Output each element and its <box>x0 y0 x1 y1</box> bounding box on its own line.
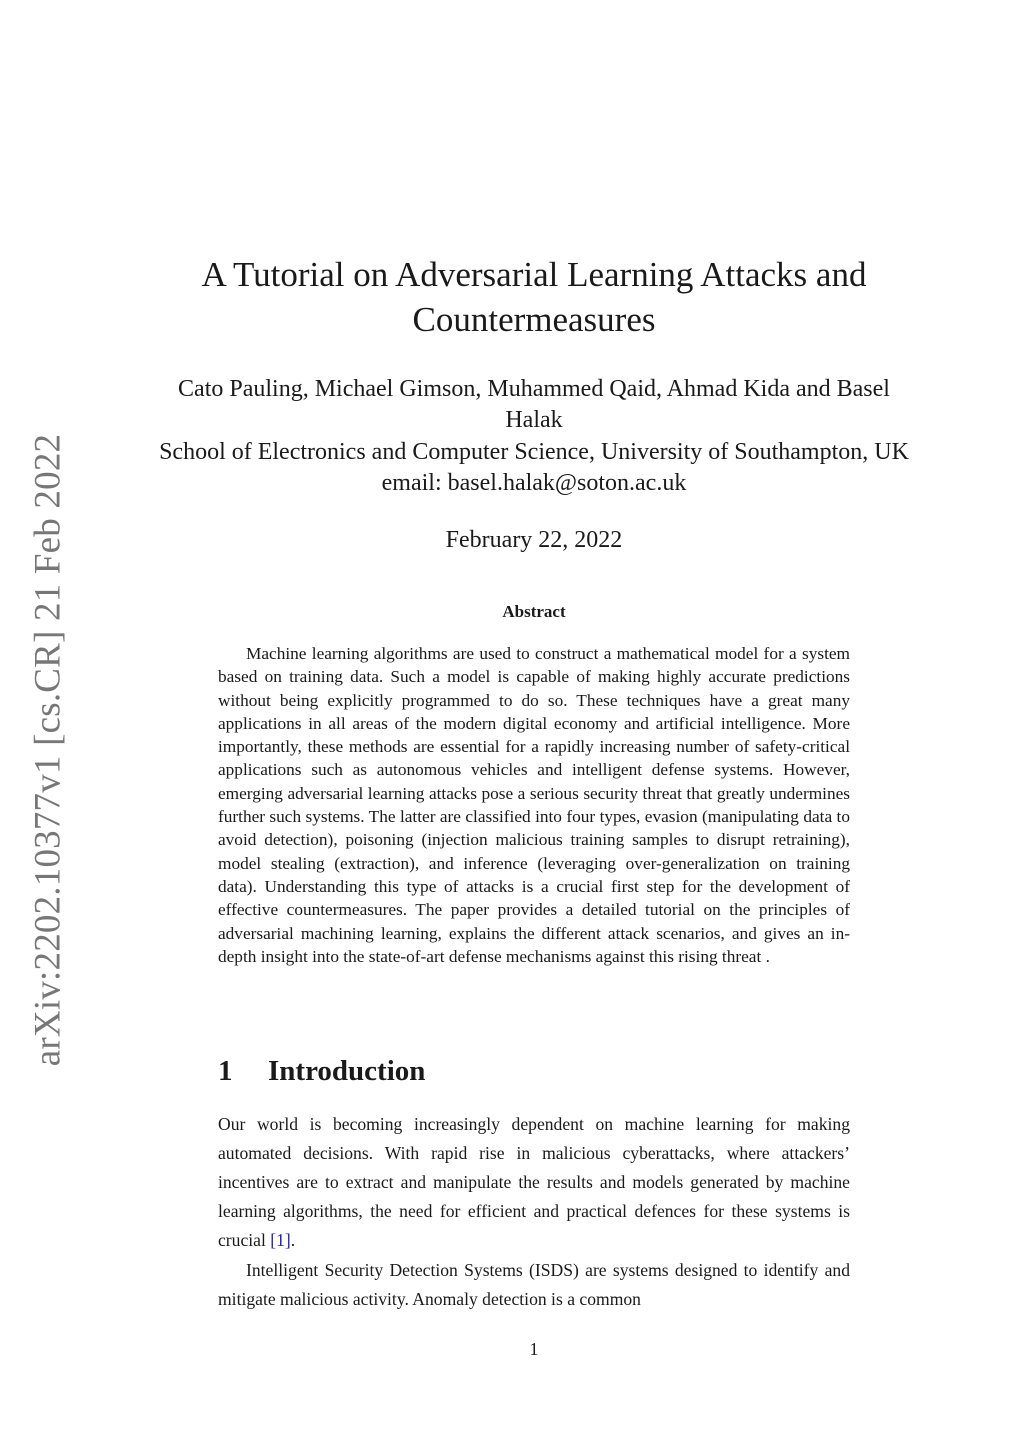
intro-paragraph-2: Intelligent Security Detection Systems (ISDS) are systems designed to identify and mitigate malicious activity. Anomaly detection is a common <box>218 1260 850 1309</box>
author-list: Cato Pauling, Michael Gimson, Muhammed Qaid, Ahmad Kida and Basel Halak <box>178 376 890 433</box>
citation-link[interactable]: [1] <box>270 1230 291 1250</box>
page-number: 1 <box>529 1339 539 1359</box>
intro-paragraph-text: Our world is becoming increasingly dependent on machine learning for making automated decisions. With rapid rise in malicious cyberattacks, where attackers’ incentives are to extract and manipulate the results and models generated by machine learning algorithms, the need for efficient and practical defences for these systems is crucial <box>218 1114 850 1250</box>
abstract-heading: Abstract <box>502 602 566 621</box>
paper-title: A Tutorial on Adversarial Learning Attacks and Countermeasures <box>201 255 867 339</box>
intro-paragraph <box>218 1110 850 1255</box>
section-title: Introduction <box>268 1055 426 1087</box>
affiliation-block <box>150 437 918 499</box>
abstract-text: Machine learning algorithms are used to construct a mathematical model for a system based on training data. Such a model is capable of making highly accurate predictions without being explicitly programmed to do so. These techniques have a great many applications in all areas of the modern digital economy and artificial intelligence. More importantly, these methods are essential for a rapidly increasing number of safety-critical applications such as autonomous vehicles and intelligent defense systems. However, emerging adversarial learning attacks pose a serious security threat that greatly undermines further such systems. The latter are classified into four types, evasion (manipulating data to avoid detection), poisoning (injection malicious training samples to disrupt retraining), model stealing (extraction), and inference (leveraging over-generalization on training data). Understanding this type of attacks is a crucial first step for the development of effective countermeasures. The paper provides a detailed tutorial on the principles of adversarial machining learning, explains the different attack scenarios, and gives an in-depth insight into the state-of-art defense mechanisms against this rising threat . <box>218 644 850 966</box>
affiliation: School of Electronics and Computer Science, University of Southampton, UK <box>159 439 909 465</box>
intro-paragraph-end: . <box>290 1230 296 1250</box>
contact-email[interactable]: email: basel.halak@soton.ac.uk <box>381 470 687 496</box>
arxiv-identifier: arXiv:2202.10377v1 [cs.CR] 21 Feb 2022 <box>27 433 69 1067</box>
publication-date: February 22, 2022 <box>445 527 623 553</box>
section-number: 1 <box>218 1055 233 1087</box>
section-heading <box>218 1055 425 1088</box>
